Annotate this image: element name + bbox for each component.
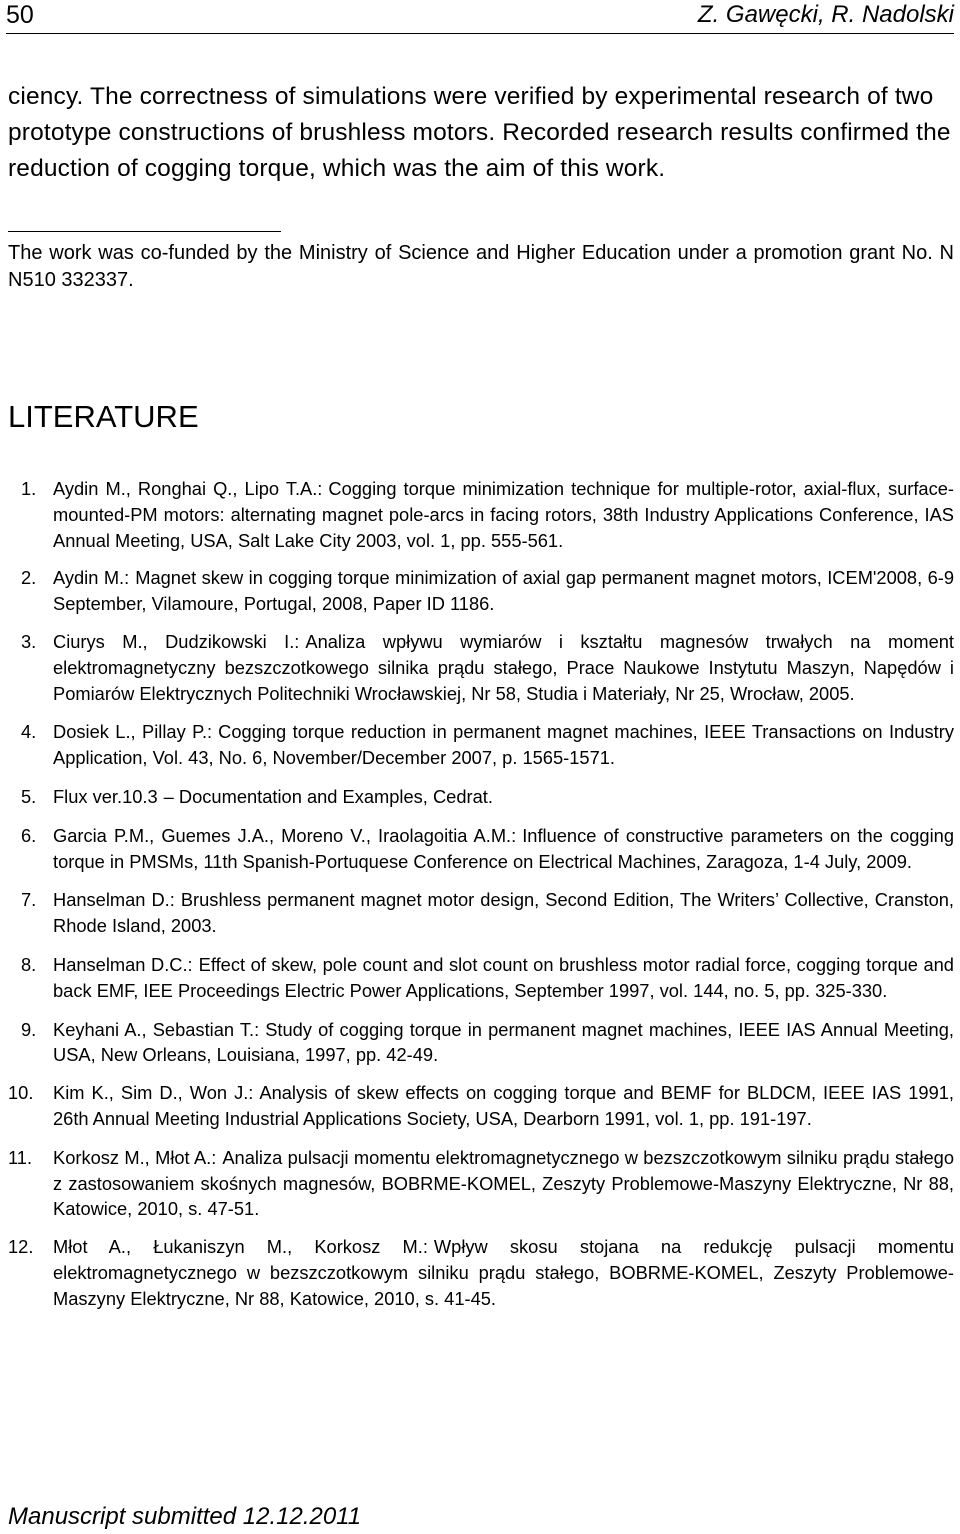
reference-text: Cogging torque reduction in permanent magnet machines, IEEE Transactions on Industry Application, Vol. 43, No. 6, November/December 2007, p. 1565-1571. bbox=[53, 721, 954, 769]
reference-text: Cogging torque minimization technique for multiple-rotor, axial-flux, surface-mounted-PM motors: alternating magnet pole-arcs in facing rotors, 38th Industry Applications Conference, IAS Annual Meeting, USA, Salt Lake City 2003, vol. 1, pp. 555-561. bbox=[53, 478, 954, 551]
reference-item bbox=[8, 1234, 954, 1311]
reference-number: 6. bbox=[21, 824, 37, 846]
reference-authors: Hanselman D.: bbox=[53, 889, 175, 911]
reference-text: Analysis of skew effects on cogging torque and BEMF for BLDCM, IEEE IAS 1991, 26th Annual Meeting Industrial Applications Society, USA, Dearborn 1991, vol. 1, pp. 191-197. bbox=[53, 1082, 954, 1129]
manuscript-submitted-note: Manuscript submitted 12.12.2011 bbox=[8, 1503, 362, 1530]
reference-authors: Aydin M.: bbox=[53, 567, 130, 589]
reference-item bbox=[8, 784, 954, 810]
reference-authors: Dosiek L., Pillay P.: bbox=[53, 721, 213, 743]
reference-text: Effect of skew, pole count and slot count on brushless motor radial force, cogging torque and back EMF, IEE Proceedings Electric Power Applications, September 1997, vol. 144, no. 5, pp. 325-330. bbox=[53, 953, 954, 1001]
reference-item bbox=[8, 823, 954, 875]
reference-list bbox=[8, 476, 954, 1312]
page-header bbox=[6, 0, 954, 34]
reference-item bbox=[8, 629, 954, 706]
page-number: 50 bbox=[6, 1, 34, 29]
reference-number: 1. bbox=[21, 478, 37, 499]
literature-heading: LITERATURE bbox=[8, 399, 199, 434]
reference-number: 10. bbox=[8, 1082, 34, 1104]
reference-authors: Hanselman D.C.: bbox=[53, 953, 193, 975]
reference-text: Brushless permanent magnet motor design, Second Edition, The Writers’ Collective, Cranston, Rhode Island, 2003. bbox=[53, 889, 954, 937]
intro-paragraph bbox=[8, 79, 954, 187]
reference-item bbox=[8, 952, 954, 1004]
reference-item bbox=[8, 565, 954, 617]
reference-number: 8. bbox=[21, 953, 37, 975]
reference-text: Analiza pulsacji momentu elektromagnetycznego w bezszczotkowym silniku prądu stałego z zastosowaniem skośnych magnesów, BOBRME-KOMEL, Zeszyty Problemowe-Maszyny Elektryczne, Nr 88, Katowice, 2010, s. 47-51. bbox=[53, 1146, 954, 1220]
reference-authors: Kim K., Sim D., Won J.: bbox=[53, 1082, 254, 1104]
reference-text: Wpływ skosu stojana na redukcję pulsacji momentu elektromagnetycznego w bezszczotkowym silniku prądu stałego, BOBRME-KOMEL, Zeszyty Problemowe-Maszyny Elektryczne, Nr 88, Katowice, 2010, s. 41-45. bbox=[53, 1236, 954, 1309]
reference-item bbox=[8, 476, 954, 553]
reference-text: Influence of constructive parameters on the cogging torque in PMSMs, 11th Spanish-Portuquese Conference on Electrical Machines, Zaragoza, 1-4 July, 2009. bbox=[53, 824, 954, 872]
reference-text: Study of cogging torque in permanent magnet machines, IEEE IAS Annual Meeting, USA, New Orleans, Louisiana, 1997, pp. 42-49. bbox=[53, 1018, 954, 1066]
footnote-rule bbox=[8, 231, 281, 232]
reference-number: 3. bbox=[21, 630, 37, 652]
reference-number: 11. bbox=[8, 1146, 33, 1168]
reference-item bbox=[8, 1145, 954, 1222]
running-head-authors: Z. Gawęcki, R. Nadolski bbox=[697, 1, 954, 28]
intro-text: ciency. The correctness of simulations were verified by experimental research of two prototype constructions of brushless motors. Recorded research results confirmed the reduction of cogging torque, which was the aim of this work. bbox=[8, 83, 951, 182]
reference-authors: Korkosz M., Młot A.: bbox=[53, 1146, 217, 1168]
reference-text: – Documentation and Examples, Cedrat. bbox=[163, 785, 493, 807]
reference-number: 9. bbox=[21, 1018, 37, 1040]
funding-footnote-text: The work was co-funded by the Ministry of Science and Higher Education under a promotion grant No. N N510 332337. bbox=[8, 242, 954, 291]
reference-item bbox=[8, 719, 954, 771]
reference-authors: Keyhani A., Sebastian T.: bbox=[53, 1018, 260, 1040]
reference-number: 7. bbox=[21, 889, 37, 911]
reference-authors: Ciurys M., Dudzikowski I.: bbox=[53, 630, 300, 652]
reference-number: 12. bbox=[8, 1236, 34, 1258]
reference-text: Analiza wpływu wymiarów i kształtu magnesów trwałych na moment elektromagnetyczny bezszczotkowego silnika prądu stałego, Prace Naukowe Instytutu Maszyn, Napędów i Pomiarów Elektrycznych Politechniki Wrocławskiej, Nr 58, Studia i Materiały, Nr 25, Wrocław, 2005. bbox=[53, 630, 954, 704]
reference-authors: Garcia P.M., Guemes J.A., Moreno V., Iraolagoitia A.M.: bbox=[53, 824, 517, 846]
reference-authors: Aydin M., Ronghai Q., Lipo T.A.: bbox=[53, 478, 323, 499]
reference-text: Magnet skew in cogging torque minimization of axial gap permanent magnet motors, ICEM'2008, 6-9 September, Vilamoure, Portugal, 2008, Paper ID 1186. bbox=[53, 567, 954, 615]
reference-number: 5. bbox=[21, 785, 37, 807]
reference-item bbox=[8, 887, 954, 939]
reference-number: 4. bbox=[21, 721, 37, 743]
reference-number: 2. bbox=[21, 567, 37, 589]
reference-authors: Młot A., Łukaniszyn M., Korkosz M.: bbox=[53, 1236, 428, 1258]
reference-item bbox=[8, 1080, 954, 1132]
reference-item bbox=[8, 1017, 954, 1069]
reference-authors: Flux ver.10.3 bbox=[53, 785, 158, 807]
funding-footnote bbox=[8, 240, 954, 294]
